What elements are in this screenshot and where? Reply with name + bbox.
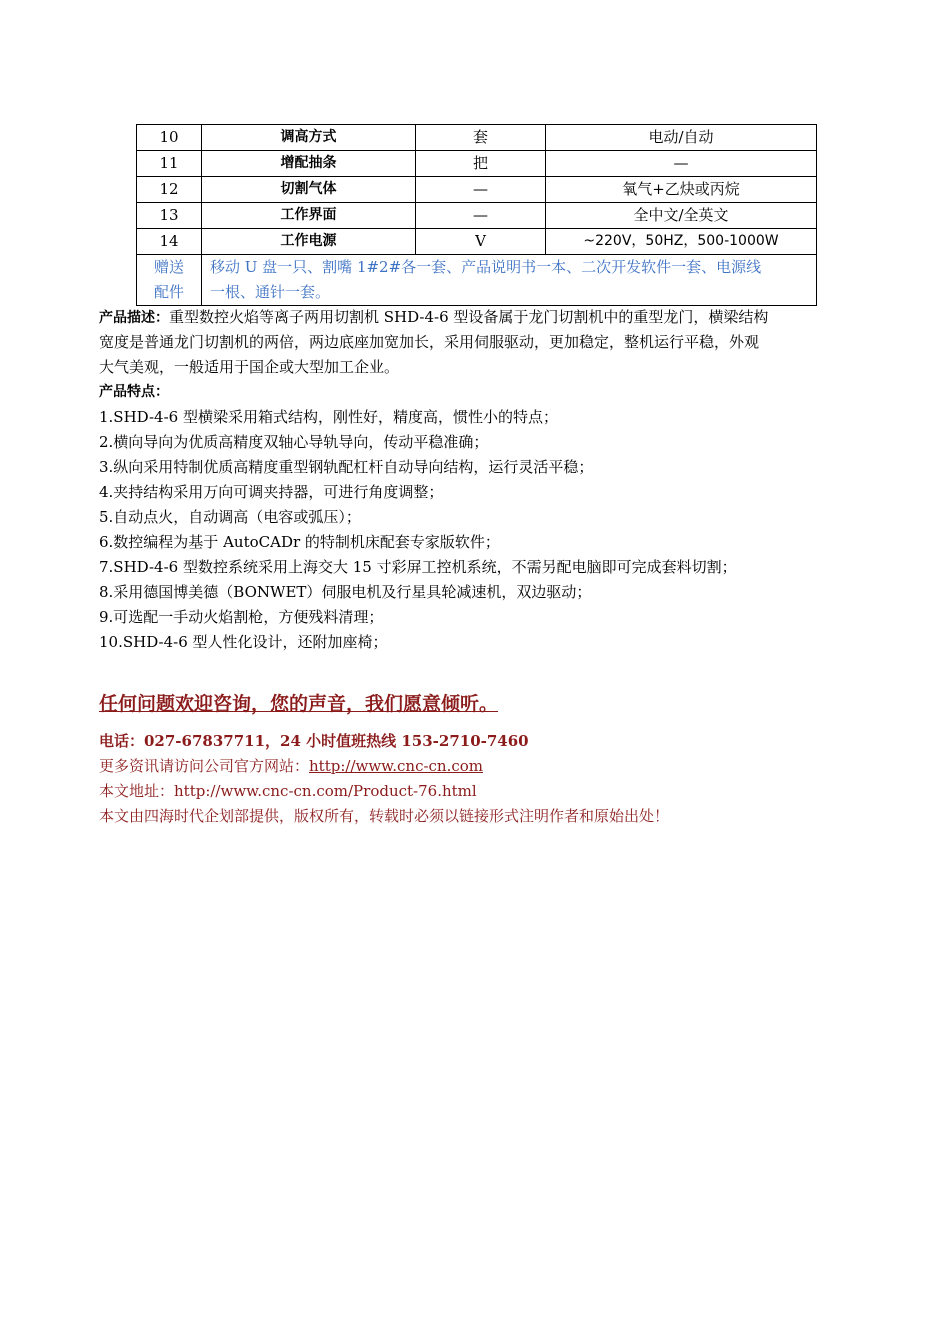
table-row [137,229,817,255]
row-number: 10 [137,125,202,151]
row-value: 全中文/全英文 [546,203,817,229]
contact-website [99,755,849,776]
description-label: 产品描述： [99,310,169,326]
list-item: 10.SHD-4-6 型人性化设计，还附加座椅； [99,633,388,651]
spec-table-body [137,125,817,306]
list-item: 7.SHD-4-6 型数控系统采用上海交大 15 寸彩屏工控机系统，不需另配电脑即可完成套料切割； [99,558,737,576]
row-parameter-name: 工作电源 [202,229,416,255]
description-text-1: 重型数控火焰等离子两用切割机 SHD-4-6 型设备属于龙门切割机中的重型龙门，横梁结构 [169,308,769,326]
row-value: 电动/自动 [546,125,817,151]
row-number: 14 [137,229,202,255]
gift-label-line-1: 赠送 [153,258,184,276]
list-item: 8.采用德国博美德（BONWET）伺服电机及行星具轮减速机，双边驱动； [99,583,592,601]
gift-content-line-2: 一根、通针一套。 [210,283,331,301]
description-line-1 [99,305,849,330]
product-features [99,380,849,655]
row-number: 12 [137,177,202,203]
gift-content-line-1: 移动 U 盘一只、割嘴 1#2#各一套、产品说明书一本、二次开发软件一套、电源线 [210,258,762,276]
row-value: — [546,151,817,177]
contact-headline: 任何问题欢迎咨询，您的声音，我们愿意倾听。 [99,693,499,715]
row-number: 11 [137,151,202,177]
list-item: 3.纵向采用特制优质高精度重型钢轨配杠杆自动导向结构，运行灵活平稳； [99,458,594,476]
row-unit: V [416,229,546,255]
list-item: 5.自动点火，自动调高（电容或弧压）； [99,508,361,526]
row-parameter-name: 切割气体 [202,177,416,203]
list-item: 9.可选配一手动火焰割枪，方便残料清理； [99,608,384,626]
description-line-2: 宽度是普通龙门切割机的两倍，两边底座加宽加长，采用伺服驱动，更加稳定，整机运行平稳，外观 [99,333,760,351]
description-line-3: 大气美观，一般适用于国企或大型加工企业。 [99,358,400,376]
row-number: 13 [137,203,202,229]
contact-phone: 电话：027-67837711，24 小时值班热线 153-2710-7460 [99,732,529,750]
website-link[interactable]: http://www.cnc-cn.com [309,757,484,775]
row-unit: — [416,177,546,203]
gift-content [202,255,817,306]
row-unit: — [416,203,546,229]
table-row [137,203,817,229]
row-parameter-name: 调高方式 [202,125,416,151]
row-unit: 套 [416,125,546,151]
website-prefix: 更多资讯请访问公司官方网站： [99,757,310,775]
gift-label [137,255,202,306]
spec-table [136,124,817,306]
list-item: 6.数控编程为基于 AutoCADr 的特制机床配套专家版软件； [99,533,500,551]
row-parameter-name: 增配抽条 [202,151,416,177]
gift-label-line-2: 配件 [153,283,184,301]
list-item: 1.SHD-4-6 型横梁采用箱式结构，刚性好，精度高，惯性小的特点； [99,408,558,426]
product-description [99,305,849,380]
list-item: 4.夹持结构采用万向可调夹持器，可进行角度调整； [99,483,444,501]
table-row [137,125,817,151]
features-label: 产品特点： [99,384,169,400]
row-parameter-name: 工作界面 [202,203,416,229]
row-value: 氧气+乙炔或丙烷 [546,177,817,203]
copyright-notice: 本文由四海时代企划部提供，版权所有，转载时必须以链接形式注明作者和原始出处！ [99,807,670,825]
article-address: 本文地址：http://www.cnc-cn.com/Product-76.html [99,782,477,800]
row-unit: 把 [416,151,546,177]
row-value: ~220V，50HZ，500-1000W [546,229,817,255]
table-row [137,177,817,203]
table-row [137,151,817,177]
list-item: 2.横向导向为优质高精度双轴心导轨导向，传动平稳准确； [99,433,489,451]
gift-accessories-row [137,255,817,306]
